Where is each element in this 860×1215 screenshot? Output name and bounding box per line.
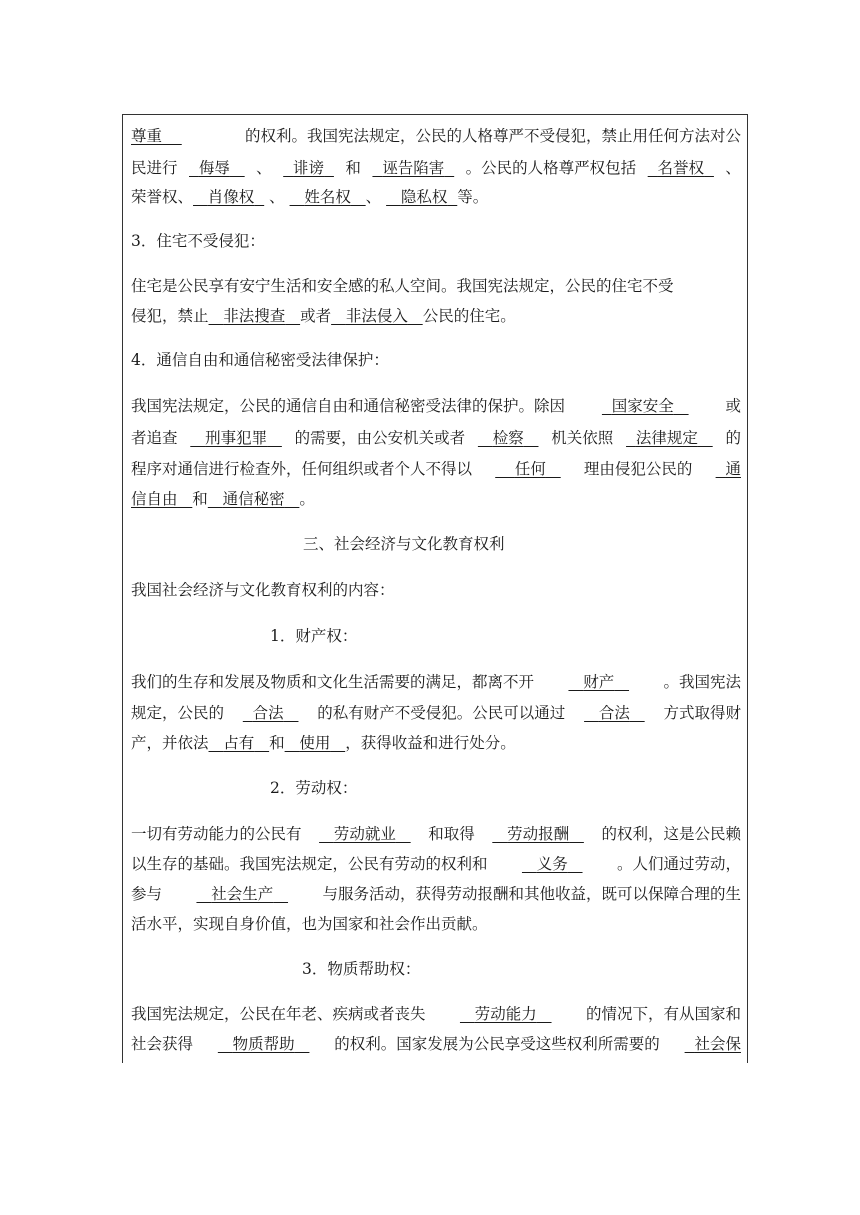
blank-answer: 社会保 (694, 1035, 741, 1053)
blank-answer: 任何 (514, 460, 546, 478)
section-heading: 3．物质帮助权： (302, 960, 421, 978)
text-line: 荣誉权、 肖像权 、 姓名权 、 隐私权 等。 (131, 188, 489, 206)
blank-answer: 隐私权 (400, 188, 448, 206)
blank-answer: 检察 (492, 429, 524, 447)
text-line: 一切有劳动能力的公民有 劳动就业 和取得 劳动报酬 的权利，这是公民赖 (131, 825, 741, 843)
text-line: 我国社会经济与文化教育权利的内容： (131, 581, 395, 599)
blank-answer: 社会生产 (211, 885, 274, 903)
text-line: 规定，公民的 合法 的私有财产不受侵犯。公民可以通过 合法 方式取得财 (131, 704, 741, 722)
blank-answer: 诽谤 (293, 159, 325, 177)
section-heading: 1．财产权： (270, 627, 358, 645)
blank-answer: 使用 (299, 734, 331, 752)
text-line: 我国宪法规定，公民在年老、疾病或者丧失 劳动能力 的情况下，有从国家和 (131, 1005, 741, 1023)
section-title: 三、社会经济与文化教育权利 (303, 535, 505, 553)
blank-answer: 财产 (583, 673, 615, 691)
blank-answer: 通信秘密 (222, 490, 285, 508)
blank-answer: 义务 (536, 855, 568, 873)
blank-answer: 尊重 (131, 127, 163, 145)
text-line: 侵犯，禁止 非法搜查 或者 非法侵入 公民的住宅。 (131, 307, 516, 325)
blank-answer: 肖像权 (207, 188, 255, 206)
section-heading: 3．住宅不受侵犯： (131, 232, 265, 250)
section-heading: 4．通信自由和通信秘密受法律保护： (131, 351, 389, 369)
text-line: 我们的生存和发展及物质和文化生活需要的满足，都离不开 财产 。我国宪法 (131, 673, 741, 691)
text-line: 程序对通信进行检查外，任何组织或者个人不得以 任何 理由侵犯公民的 通 (131, 460, 741, 478)
text-line: 活水平，实现自身价值，也为国家和社会作出贡献。 (131, 915, 488, 933)
text-line: 尊重 的权利。我国宪法规定，公民的人格尊严不受侵犯，禁止用任何方法对公 (131, 127, 741, 145)
text-line: 产，并依法 占有 和 使用 ，获得收益和进行处分。 (131, 734, 516, 752)
text-line: 者追查 刑事犯罪 的需要，由公安机关或者 检察 机关依照 法律规定 的 (131, 429, 741, 447)
blank-answer: 非法搜查 (223, 307, 286, 325)
text-line: 参与 社会生产 与服务活动，获得劳动报酬和其他收益，既可以保障合理的生 (131, 885, 741, 903)
text-line: 以生存的基础。我国宪法规定，公民有劳动的权利和 义务 。人们通过劳动， (131, 855, 741, 873)
text-line: 住宅是公民享有安宁生活和安全感的私人空间。我国宪法规定，公民的住宅不受 (131, 277, 674, 295)
blank-answer: 侮辱 (198, 159, 230, 177)
blank-answer: 通 (725, 460, 741, 478)
blank-answer: 非法侵入 (345, 307, 408, 325)
text-line: 我国宪法规定，公民的通信自由和通信秘密受法律的保护。除因 国家安全 或 (131, 397, 741, 415)
text-line: 民进行 侮辱 、 诽谤 和 诬告陷害 。公民的人格尊严权包括 名誉权 、 (131, 159, 741, 177)
blank-answer: 劳动能力 (474, 1005, 537, 1023)
blank-answer: 合法 (598, 704, 630, 722)
text-line: 信自由 和 通信秘密 。 (131, 490, 315, 508)
blank-answer: 国家安全 (611, 397, 674, 415)
blank-answer: 合法 (252, 704, 284, 722)
blank-answer: 劳动就业 (333, 825, 396, 843)
blank-answer: 法律规定 (635, 429, 698, 447)
blank-answer: 刑事犯罪 (205, 429, 268, 447)
blank-answer: 占有 (223, 734, 255, 752)
blank-answer: 名誉权 (657, 159, 705, 177)
section-heading: 2．劳动权： (270, 779, 358, 797)
blank-answer: 物质帮助 (232, 1035, 295, 1053)
blank-answer: 诬告陷害 (382, 159, 445, 177)
blank-answer: 劳动报酬 (507, 825, 570, 843)
blank-answer: 信自由 (131, 490, 178, 508)
blank-answer: 姓名权 (304, 188, 351, 206)
text-line: 社会获得 物质帮助 的权利。国家发展为公民享受这些权利所需要的 社会保 (131, 1035, 741, 1053)
